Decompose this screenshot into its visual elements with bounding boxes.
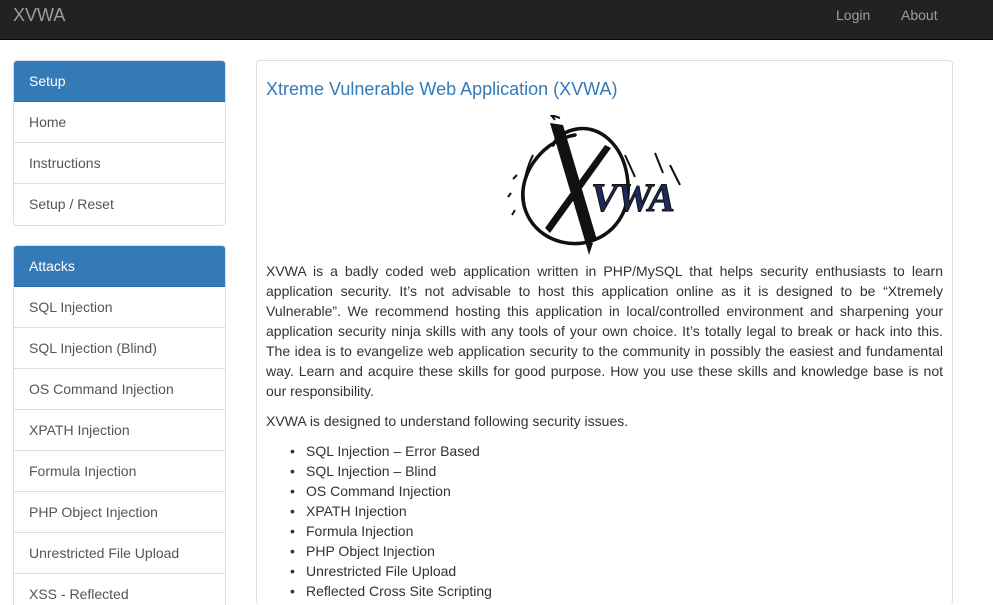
sidebar-item-setup-reset[interactable]: Setup / Reset	[14, 184, 225, 225]
brand-link[interactable]: XVWA	[13, 5, 66, 25]
sidebar-item-unrestricted-file-upload[interactable]: Unrestricted File Upload	[14, 533, 225, 574]
list-item: • Unrestricted File Upload	[306, 561, 492, 581]
sidebar-item-xpath-injection[interactable]: XPATH Injection	[14, 410, 225, 451]
top-navbar	[0, 0, 993, 40]
login-link[interactable]: Login	[836, 7, 871, 23]
attacks-heading: Attacks	[14, 246, 225, 287]
xvwa-logo	[505, 115, 700, 259]
sidebar-item-sql-injection-blind[interactable]: SQL Injection (Blind)	[14, 328, 225, 369]
sidebar-item-instructions[interactable]: Instructions	[14, 143, 225, 184]
attacks-panel	[13, 245, 226, 605]
list-item: • OS Command Injection	[306, 481, 492, 501]
setup-panel	[13, 60, 226, 226]
app-description: XVWA is a badly coded web application written in PHP/MySQL that helps security enthusiasts to learn application security. It’s not advisable to host this application online as it is designed to be “Xtremely Vulnerable”. We recommend hosting this application in local/controlled environment and sharpening your application security ninja skills with any tools of your own choice. It’s totally legal to break or hack into this. The idea is to evangelize web application security to the community in possibly the easiest and fundamental way. Learn and acquire these skills for good purpose. How you use these skills and knowledge base is not our responsibility.	[266, 263, 943, 399]
sidebar-item-php-object-injection[interactable]: PHP Object Injection	[14, 492, 225, 533]
issues-intro: XVWA is designed to understand following security issues.	[266, 413, 629, 429]
list-item: • Formula Injection	[306, 521, 492, 541]
sidebar-item-formula-injection[interactable]: Formula Injection	[14, 451, 225, 492]
list-item: • Reflected Cross Site Scripting	[306, 581, 492, 601]
sidebar-item-sql-injection[interactable]: SQL Injection	[14, 287, 225, 328]
list-item: • XPATH Injection	[306, 501, 492, 521]
sidebar-item-home[interactable]: Home	[14, 102, 225, 143]
issues-list	[306, 441, 492, 601]
list-item: • SQL Injection – Error Based	[306, 441, 492, 461]
page-title: Xtreme Vulnerable Web Application (XVWA)	[266, 79, 618, 99]
sidebar-item-xss-reflected[interactable]: XSS - Reflected	[14, 574, 225, 605]
main-content	[256, 60, 953, 605]
about-link[interactable]: About	[901, 7, 938, 23]
list-item: • PHP Object Injection	[306, 541, 492, 561]
setup-heading: Setup	[14, 61, 225, 102]
sidebar-item-os-command-injection[interactable]: OS Command Injection	[14, 369, 225, 410]
svg-text:VWA: VWA	[591, 175, 674, 220]
list-item: • SQL Injection – Blind	[306, 461, 492, 481]
